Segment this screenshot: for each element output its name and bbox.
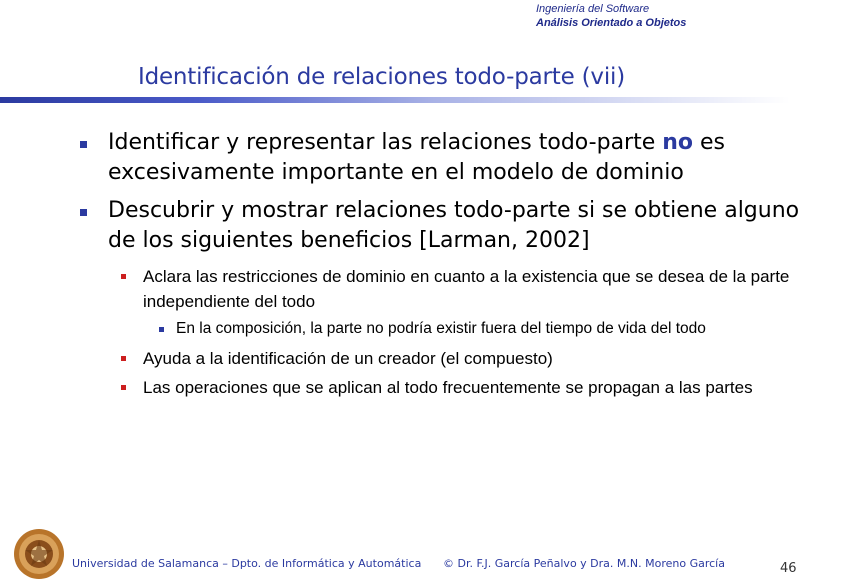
bullet-text: Identificar y representar las relaciones todo-parte bbox=[108, 130, 663, 155]
course-name: Ingeniería del Software bbox=[536, 3, 650, 15]
footer-institution: Universidad de Salamanca – Dpto. de Informática y Automática bbox=[72, 557, 422, 570]
bullet-level3 bbox=[0, 318, 816, 340]
bullet-level2 bbox=[0, 346, 828, 371]
square-bullet-icon bbox=[121, 356, 126, 361]
bullet-text: En la composición, la parte no podría existir fuera del tiempo de vida del todo bbox=[176, 320, 706, 337]
bullet-text: Aclara las restricciones de dominio en cuanto a la existencia que se desea de la parte independiente del todo bbox=[143, 267, 790, 311]
bullet-text: Descubrir y mostrar relaciones todo-parte si se obtiene alguno de los siguientes beneficios [Larman, 2002] bbox=[108, 198, 800, 253]
bullet-text: Las operaciones que se aplican al todo frecuentemente se propagan a las partes bbox=[143, 378, 753, 397]
slide-title: Identificación de relaciones todo-parte (vii) bbox=[138, 64, 625, 90]
footer-copyright: © Dr. F.J. García Peñalvo y Dra. M.N. Moreno García bbox=[443, 557, 725, 570]
course-topic: Análisis Orientado a Objetos bbox=[536, 17, 687, 30]
bullet-level2 bbox=[0, 375, 828, 400]
university-seal-icon bbox=[13, 528, 65, 580]
title-underline-bar bbox=[0, 97, 790, 103]
bullet-level1 bbox=[0, 196, 808, 256]
square-bullet-icon bbox=[80, 209, 87, 216]
course-header bbox=[536, 2, 686, 31]
bullet-level1 bbox=[0, 128, 808, 188]
square-bullet-icon bbox=[121, 274, 126, 279]
square-bullet-icon bbox=[121, 385, 126, 390]
bullet-text: Ayuda a la identificación de un creador (el compuesto) bbox=[143, 349, 553, 368]
square-bullet-icon bbox=[159, 327, 164, 332]
bullet-level2 bbox=[0, 264, 828, 314]
bullet-text: es excesivamente importante en el modelo de dominio bbox=[108, 130, 726, 185]
bullet-emphasis: no bbox=[662, 130, 694, 155]
page-number: 46 bbox=[780, 561, 797, 576]
square-bullet-icon bbox=[80, 141, 87, 148]
slide-content bbox=[0, 128, 848, 404]
